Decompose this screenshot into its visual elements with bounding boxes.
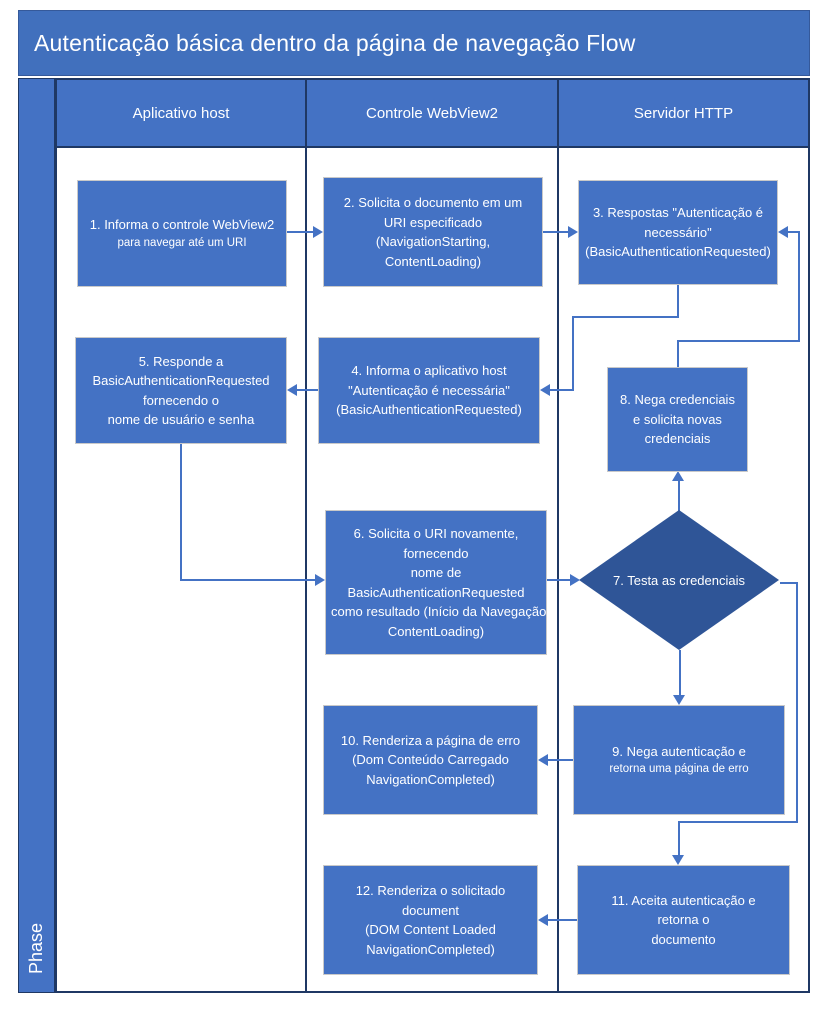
lane-header-aplicativo-host xyxy=(55,78,307,148)
flow-node-step6 xyxy=(325,510,547,655)
connector-step7-step11-segment xyxy=(796,582,798,823)
connector-step3-step4-segment xyxy=(572,316,679,318)
arrowhead-step7-step9 xyxy=(673,695,685,705)
node-text-line: (Dom Conteúdo Carregado xyxy=(352,752,509,768)
arrowhead-step7-step11 xyxy=(672,855,684,865)
node-text-line: 12. Renderiza o solicitado xyxy=(355,883,506,898)
phase-band xyxy=(18,78,55,993)
diagram-title: Autenticação básica dentro da página de navegação Flow xyxy=(34,29,636,56)
node-text-line: BasicAuthenticationRequested xyxy=(347,584,525,600)
arrowhead-step3-step4 xyxy=(540,384,550,396)
lane-label: Aplicativo host xyxy=(132,104,230,122)
node-text-line: nome de usuário e senha xyxy=(107,412,255,427)
node-text-line: 9. Nega autenticação e xyxy=(612,743,746,759)
flow-node-step9 xyxy=(573,705,785,815)
node-text-line: retorna o xyxy=(657,912,710,928)
arrowhead-step11-step12 xyxy=(538,914,548,926)
node-text-line: retorna uma página de erro xyxy=(609,763,749,776)
flow-node-step12 xyxy=(323,865,538,975)
lane-header-servidor-http xyxy=(557,78,810,148)
connector-step7-step9-segment xyxy=(679,650,681,696)
flow-node-step8 xyxy=(607,367,748,472)
node-text-line: 8. Nega credenciais xyxy=(620,392,735,408)
flow-node-step11 xyxy=(577,865,790,975)
connector-step8-step3-segment xyxy=(677,340,679,367)
node-text-line: necessário" xyxy=(644,224,712,240)
node-text-line: (BasicAuthenticationRequested) xyxy=(585,244,771,260)
lane-label: Servidor HTTP xyxy=(633,104,734,122)
flow-node-step7-decision xyxy=(579,510,779,650)
lane-divider-2 xyxy=(557,148,559,993)
connector-step8-step3-segment xyxy=(677,340,800,342)
connector-step8-step3-segment xyxy=(788,231,800,233)
connector-step9-step10-segment xyxy=(547,759,573,761)
flow-node-step4 xyxy=(318,337,540,444)
connector-step3-step4-segment xyxy=(549,389,572,391)
node-text-line: como resultado (Início da Navegação xyxy=(331,604,547,619)
node-text-line: 3. Respostas "Autenticação é xyxy=(592,205,764,221)
node-text-line: fornecendo o xyxy=(143,392,219,408)
flow-node-step1 xyxy=(77,180,287,287)
flow-node-step3 xyxy=(578,180,778,285)
node-text-line: ContentLoading) xyxy=(384,253,482,269)
flow-node-step10 xyxy=(323,705,538,815)
node-text-line: 11. Aceita autenticação e xyxy=(611,892,756,908)
connector-step4-step5-segment xyxy=(296,389,318,391)
connector-step11-step12-segment xyxy=(547,919,577,921)
node-text-line: "Autenticação é necessária" xyxy=(348,382,510,398)
arrowhead-step2-step3 xyxy=(568,226,578,238)
node-text-line: 10. Renderiza a página de erro xyxy=(340,732,521,748)
node-text-line: 1. Informa o controle WebView2 xyxy=(89,217,275,233)
arrowhead-step4-step5 xyxy=(287,384,297,396)
node-text-line: credenciais xyxy=(644,431,711,447)
connector-step3-step4-segment xyxy=(572,316,574,391)
node-text-line: e solicita novas xyxy=(633,411,722,427)
connector-step3-step4-segment xyxy=(677,285,679,318)
node-text-line: NavigationCompleted) xyxy=(366,771,495,787)
connector-step7-step11-segment xyxy=(678,821,798,823)
node-text-line: ContentLoading) xyxy=(387,623,485,639)
connector-step7-step11-segment xyxy=(678,821,680,857)
arrowhead-step9-step10 xyxy=(538,754,548,766)
lane-label: Controle WebView2 xyxy=(365,104,499,122)
connector-step7-step8-segment xyxy=(678,481,680,511)
node-text-line: documento xyxy=(651,931,716,947)
node-text-line: (DOM Content Loaded xyxy=(365,922,496,937)
flow-node-step5 xyxy=(75,337,287,444)
lane-divider-1 xyxy=(305,148,307,993)
node-text-line: 2. Solicita o documento em um xyxy=(343,195,523,210)
connector-step5-step6-segment xyxy=(180,444,182,581)
node-text-line: NavigationCompleted) xyxy=(366,941,495,957)
node-text-line: (BasicAuthenticationRequested) xyxy=(336,402,522,418)
node-text-line: fornecendo xyxy=(403,545,469,561)
diagram-title-bar xyxy=(18,10,810,76)
node-text-line: document xyxy=(401,902,460,918)
flow-node-step2 xyxy=(323,177,543,287)
node-text-line: nome de xyxy=(410,565,462,580)
arrowhead-step5-step6 xyxy=(315,574,325,586)
node-text-line: 6. Solicita o URI novamente, xyxy=(353,526,519,541)
connector-step6-step7-segment xyxy=(547,579,571,581)
connector-step8-step3-segment xyxy=(798,231,800,342)
phase-label: Phase xyxy=(26,922,46,974)
node-text-line: 5. Responde a xyxy=(138,353,224,369)
node-text-line: URI especificado xyxy=(383,214,483,230)
arrowhead-step7-step8 xyxy=(672,471,684,481)
arrowhead-step8-step3 xyxy=(778,226,788,238)
node-text-line: (NavigationStarting, xyxy=(375,234,491,249)
node-text-line: para navegar até um URI xyxy=(117,236,247,249)
node-text-line: 7. Testa as credenciais xyxy=(613,572,745,588)
node-text-line: 4. Informa o aplicativo host xyxy=(351,363,507,379)
connector-step2-step3-segment xyxy=(543,231,569,233)
connector-step1-step2-segment xyxy=(287,231,314,233)
node-text-line: BasicAuthenticationRequested xyxy=(92,373,270,388)
connector-step5-step6-segment xyxy=(180,579,316,581)
arrowhead-step1-step2 xyxy=(313,226,323,238)
lane-header-controle-webview2 xyxy=(305,78,559,148)
